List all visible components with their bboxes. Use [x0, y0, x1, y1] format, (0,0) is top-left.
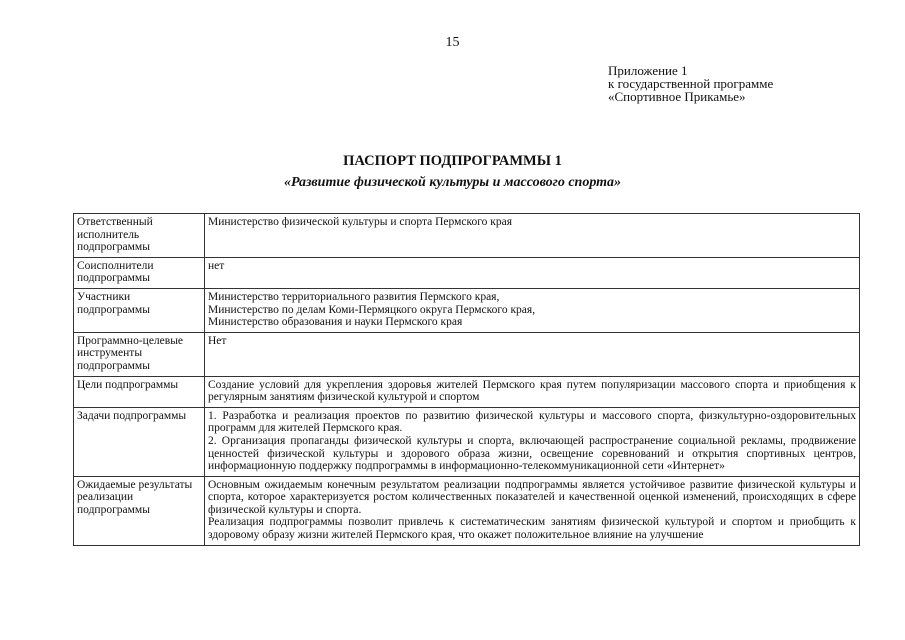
value-paragraph: Основным ожидаемым конечным результатом реализации подпрограммы является устойчивое развитие физической культуры и спорта, которое характеризуется ростом количественных показателей и качественной оценкой изменений, происходящих в сфере физической культуры и спорта.: [208, 478, 856, 516]
value-paragraph: Реализация подпрограммы позволит привлечь к систематическим занятиям физической культурой и спортом и приобщить к здоровому образу жизни жителей Пермского края, что окажет положительное влияние на улучшение: [208, 516, 856, 542]
row-label: Задачи подпрограммы: [74, 407, 205, 476]
table-row: [74, 476, 860, 545]
appendix-line: к государственной программе: [608, 76, 774, 91]
row-value: [205, 476, 860, 545]
appendix-note: [608, 64, 773, 103]
row-value: [205, 332, 860, 376]
row-label: Программно-целевые инструменты подпрограммы: [74, 332, 205, 376]
appendix-line: Приложение 1: [608, 63, 688, 78]
table-row: [74, 214, 860, 258]
row-value: [205, 214, 860, 258]
value-paragraph: Нет: [208, 334, 227, 347]
page-number: 15: [445, 35, 460, 50]
passport-table: [73, 213, 860, 546]
row-value: [205, 376, 860, 407]
row-value: [205, 257, 860, 288]
table-row: [74, 257, 860, 288]
row-value: [205, 407, 860, 476]
value-paragraph: 2. Организация пропаганды физической культуры и спорта, включающей распространение социальной рекламы, продвижение ценностей физической культуры и здорового образа жизни, освещение соревнований и открытия спортивных центров, информационную поддержку подпрограммы в информационно-телекоммуникационной сети «Интернет»: [208, 434, 856, 473]
row-label: Соисполнители подпрограммы: [74, 257, 205, 288]
table-row: [74, 407, 860, 476]
row-label: Участники подпрограммы: [74, 288, 205, 332]
table-row: [74, 288, 860, 332]
value-paragraph: Министерство образования и науки Пермского края: [208, 316, 463, 329]
value-paragraph: Министерство территориального развития Пермского края,: [208, 290, 500, 303]
row-label: Ответственный исполнитель подпрограммы: [74, 214, 205, 258]
table-row: [74, 376, 860, 407]
row-value: [205, 288, 860, 332]
value-paragraph: нет: [208, 259, 225, 272]
row-label: Цели подпрограммы: [74, 376, 205, 407]
document-subtitle: «Развитие физической культуры и массового спорта»: [283, 175, 622, 190]
appendix-line: «Спортивное Прикамье»: [608, 89, 746, 104]
value-paragraph: Создание условий для укрепления здоровья жителей Пермского края путем популяризации массового спорта и приобщения к регулярным занятиям физической культурой и спортом: [208, 378, 856, 404]
value-paragraph: Министерство по делам Коми-Пермяцкого округа Пермского края,: [208, 303, 536, 316]
value-paragraph: Министерство физической культуры и спорта Пермского края: [208, 216, 513, 228]
document-title: ПАСПОРТ ПОДПРОГРАММЫ 1: [343, 153, 562, 169]
table-row: [74, 332, 860, 376]
row-label: Ожидаемые результаты реализации подпрограммы: [74, 476, 205, 545]
value-paragraph: 1. Разработка и реализация проектов по развитию физической культуры и массового спорта, физкультурно-оздоровительных программ для жителей Пермского края.: [208, 409, 856, 435]
